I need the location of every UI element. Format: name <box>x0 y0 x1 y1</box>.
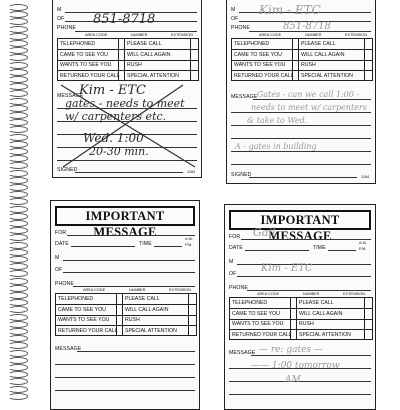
handwritten-message-line-2: gates - needs to meet <box>65 97 185 110</box>
handwritten-message-line-4: Wed. 1:00 <box>83 131 144 145</box>
signed-label: SIGNED <box>231 172 252 178</box>
number-label: NUMBER <box>305 33 322 37</box>
m-label: M <box>231 7 236 13</box>
spiral-coil <box>8 321 28 328</box>
spiral-coil <box>8 198 28 205</box>
extension-label: EXTENSION <box>345 33 367 37</box>
please-call-label: PLEASE CALL <box>299 300 334 306</box>
area-code-label: AREA CODE <box>257 292 280 296</box>
spiral-coil <box>8 54 28 61</box>
came-to-see-you-label: CAME TO SEE YOU <box>60 51 108 58</box>
date-label: DATE <box>55 241 69 247</box>
spiral-coil <box>8 242 28 249</box>
will-call-again-label: WILL CALL AGAIN <box>125 306 169 313</box>
handwritten-message-line-3: w/ carpenters etc. <box>65 110 167 123</box>
pm-label: P.M. <box>359 247 367 251</box>
date-label: DATE <box>229 245 243 251</box>
message-label: MESSAGE <box>55 346 82 352</box>
spiral-coil <box>8 342 28 349</box>
spiral-coil <box>8 234 28 241</box>
message-label: MESSAGE <box>231 94 258 100</box>
number-label: NUMBER <box>303 292 320 296</box>
number-label: NUMBER <box>131 33 148 37</box>
spiral-coil <box>8 155 28 162</box>
of-label: OF <box>55 267 63 273</box>
will-call-again-label: WILL CALL AGAIN <box>127 51 171 58</box>
handwritten-message-line-3: AM <box>285 375 301 385</box>
spiral-coil <box>8 76 28 83</box>
m-label: M <box>57 7 62 13</box>
spiral-coil <box>8 98 28 105</box>
message-label: MESSAGE <box>57 93 84 99</box>
came-to-see-you-label: CAME TO SEE YOU <box>234 51 282 58</box>
spiral-coil <box>8 119 28 126</box>
spiral-coil <box>8 256 28 263</box>
spiral-coil <box>8 90 28 97</box>
spiral-coil <box>8 126 28 133</box>
spiral-coil <box>8 393 28 400</box>
for-label: FOR <box>55 230 67 236</box>
returned-your-call-label: RETURNED YOUR CALL <box>58 327 118 334</box>
area-code-label: AREA CODE <box>83 288 106 292</box>
message-slip-bottom-right <box>224 204 376 410</box>
will-call-again-label: WILL CALL AGAIN <box>301 51 345 58</box>
spiral-coil <box>8 306 28 313</box>
spiral-coil <box>8 328 28 335</box>
spiral-coil <box>8 378 28 385</box>
message-slip-bottom-left <box>50 200 200 410</box>
checkbox-grid <box>229 297 373 340</box>
handwritten-message-line-1: Gates - can we call 1:00 - <box>257 90 360 99</box>
spiral-coil <box>8 62 28 69</box>
form-number: 1184 <box>187 170 196 174</box>
please-call-label: PLEASE CALL <box>125 296 160 302</box>
wants-to-see-you-label: WANTS TO SEE YOU <box>234 62 286 68</box>
spiral-coil <box>8 4 28 11</box>
spiral-coil <box>8 206 28 213</box>
spiral-coil <box>8 112 28 119</box>
number-label: NUMBER <box>129 288 146 292</box>
spiral-coil <box>8 357 28 364</box>
spiral-coil <box>8 148 28 155</box>
spiral-coil <box>8 162 28 169</box>
returned-your-call-label: RETURNED YOUR CALL <box>234 72 294 79</box>
spiral-coil <box>8 170 28 177</box>
spiral-coil <box>8 134 28 141</box>
telephoned-label: TELEPHONED <box>232 300 268 306</box>
slip-header: IMPORTANT MESSAGE <box>229 210 371 230</box>
am-label: A.M. <box>359 241 367 245</box>
spiral-coil <box>8 47 28 54</box>
time-label: TIME <box>139 241 152 247</box>
spiral-coil <box>8 299 28 306</box>
of-label: OF <box>57 16 65 22</box>
handwritten-message-line-2: needs to meet w/ carpenters <box>251 103 367 112</box>
rush-label: RUSH <box>299 321 314 327</box>
spiral-coil <box>8 18 28 25</box>
spiral-coil <box>8 249 28 256</box>
spiral-coil <box>8 285 28 292</box>
special-attention-label: SPECIAL ATTENTION <box>301 72 353 79</box>
phone-label: PHONE <box>229 285 248 291</box>
message-slip-top-left <box>52 0 202 178</box>
spiral-coil <box>8 350 28 357</box>
checkbox-grid <box>55 293 197 336</box>
spiral-coil <box>8 11 28 18</box>
spiral-coil <box>8 386 28 393</box>
please-call-label: PLEASE CALL <box>127 41 162 47</box>
rush-label: RUSH <box>125 317 140 323</box>
spiral-coil <box>8 263 28 270</box>
for-label: FOR <box>229 234 241 240</box>
telephoned-label: TELEPHONED <box>58 296 94 302</box>
spiral-coil <box>8 314 28 321</box>
handwritten-caller: Kim - ETC <box>259 3 321 17</box>
spiral-coil <box>8 141 28 148</box>
handwritten-phone: 851-8718 <box>93 12 156 27</box>
handwritten-caller: Kim - ETC <box>261 263 313 274</box>
spiral-coil <box>8 270 28 277</box>
spiral-coil <box>8 213 28 220</box>
please-call-label: PLEASE CALL <box>301 41 336 47</box>
handwritten-message-line-2: —— 1:00 tomorrow <box>251 361 340 371</box>
checkbox-grid <box>231 38 373 81</box>
rush-label: RUSH <box>127 62 142 68</box>
returned-your-call-label: RETURNED YOUR CALL <box>60 72 120 79</box>
phone-label: PHONE <box>231 25 250 31</box>
extension-label: EXTENSION <box>343 292 365 296</box>
wants-to-see-you-label: WANTS TO SEE YOU <box>232 321 284 327</box>
spiral-coil <box>8 40 28 47</box>
spiral-coil <box>8 177 28 184</box>
wants-to-see-you-label: WANTS TO SEE YOU <box>58 317 110 323</box>
spiral-coil <box>8 83 28 90</box>
handwritten-message-line-5: 20-30 min. <box>89 145 149 158</box>
returned-your-call-label: RETURNED YOUR CALL <box>232 331 292 338</box>
message-slip-top-right <box>226 0 376 184</box>
came-to-see-you-label: CAME TO SEE YOU <box>232 310 280 317</box>
spiral-coil <box>8 278 28 285</box>
special-attention-label: SPECIAL ATTENTION <box>299 331 351 338</box>
message-label: MESSAGE <box>229 350 256 356</box>
spiral-coil <box>8 292 28 299</box>
special-attention-label: SPECIAL ATTENTION <box>125 327 177 334</box>
spiral-coil <box>8 26 28 33</box>
cross-out-mark <box>53 0 203 179</box>
spiral-coil <box>8 220 28 227</box>
of-label: OF <box>231 16 239 22</box>
spiral-coil <box>8 33 28 40</box>
spiral-coil <box>8 184 28 191</box>
handwritten-message-line-1: Kim - ETC <box>79 83 146 98</box>
signed-label: SIGNED <box>57 167 78 173</box>
of-label: OF <box>229 271 237 277</box>
spiral-coil <box>8 227 28 234</box>
extension-label: EXTENSION <box>171 33 193 37</box>
spiral-coil <box>8 335 28 342</box>
telephoned-label: TELEPHONED <box>234 41 270 47</box>
am-label: A.M. <box>185 237 193 241</box>
area-code-label: AREA CODE <box>259 33 282 37</box>
spiral-coil <box>8 371 28 378</box>
time-label: TIME <box>313 245 326 251</box>
form-number: 1184 <box>361 175 370 179</box>
extension-label: EXTENSION <box>169 288 191 292</box>
wants-to-see-you-label: WANTS TO SEE YOU <box>60 62 112 68</box>
handwritten-message-line-4: A - gates in building <box>235 142 317 151</box>
pm-label: P.M. <box>185 243 193 247</box>
area-code-label: AREA CODE <box>85 33 108 37</box>
spiral-coil <box>8 69 28 76</box>
rush-label: RUSH <box>301 62 316 68</box>
spiral-coil <box>8 105 28 112</box>
telephoned-label: TELEPHONED <box>60 41 96 47</box>
spiral-coil <box>8 191 28 198</box>
phone-label: PHONE <box>57 25 76 31</box>
m-label: M <box>229 259 234 265</box>
spiral-binding <box>2 0 28 400</box>
slip-header: IMPORTANT MESSAGE <box>55 206 195 226</box>
will-call-again-label: WILL CALL AGAIN <box>299 310 343 317</box>
spiral-coil <box>8 364 28 371</box>
handwritten-message-line-3: & take to Wed. <box>247 116 308 125</box>
came-to-see-you-label: CAME TO SEE YOU <box>58 306 106 313</box>
phone-label: PHONE <box>55 281 74 287</box>
special-attention-label: SPECIAL ATTENTION <box>127 72 179 79</box>
handwritten-for: Gail <box>253 226 276 239</box>
handwritten-message-line-1: — re: gates — <box>259 345 323 355</box>
handwritten-phone: 851-8718 <box>283 21 331 32</box>
m-label: M <box>55 255 60 261</box>
